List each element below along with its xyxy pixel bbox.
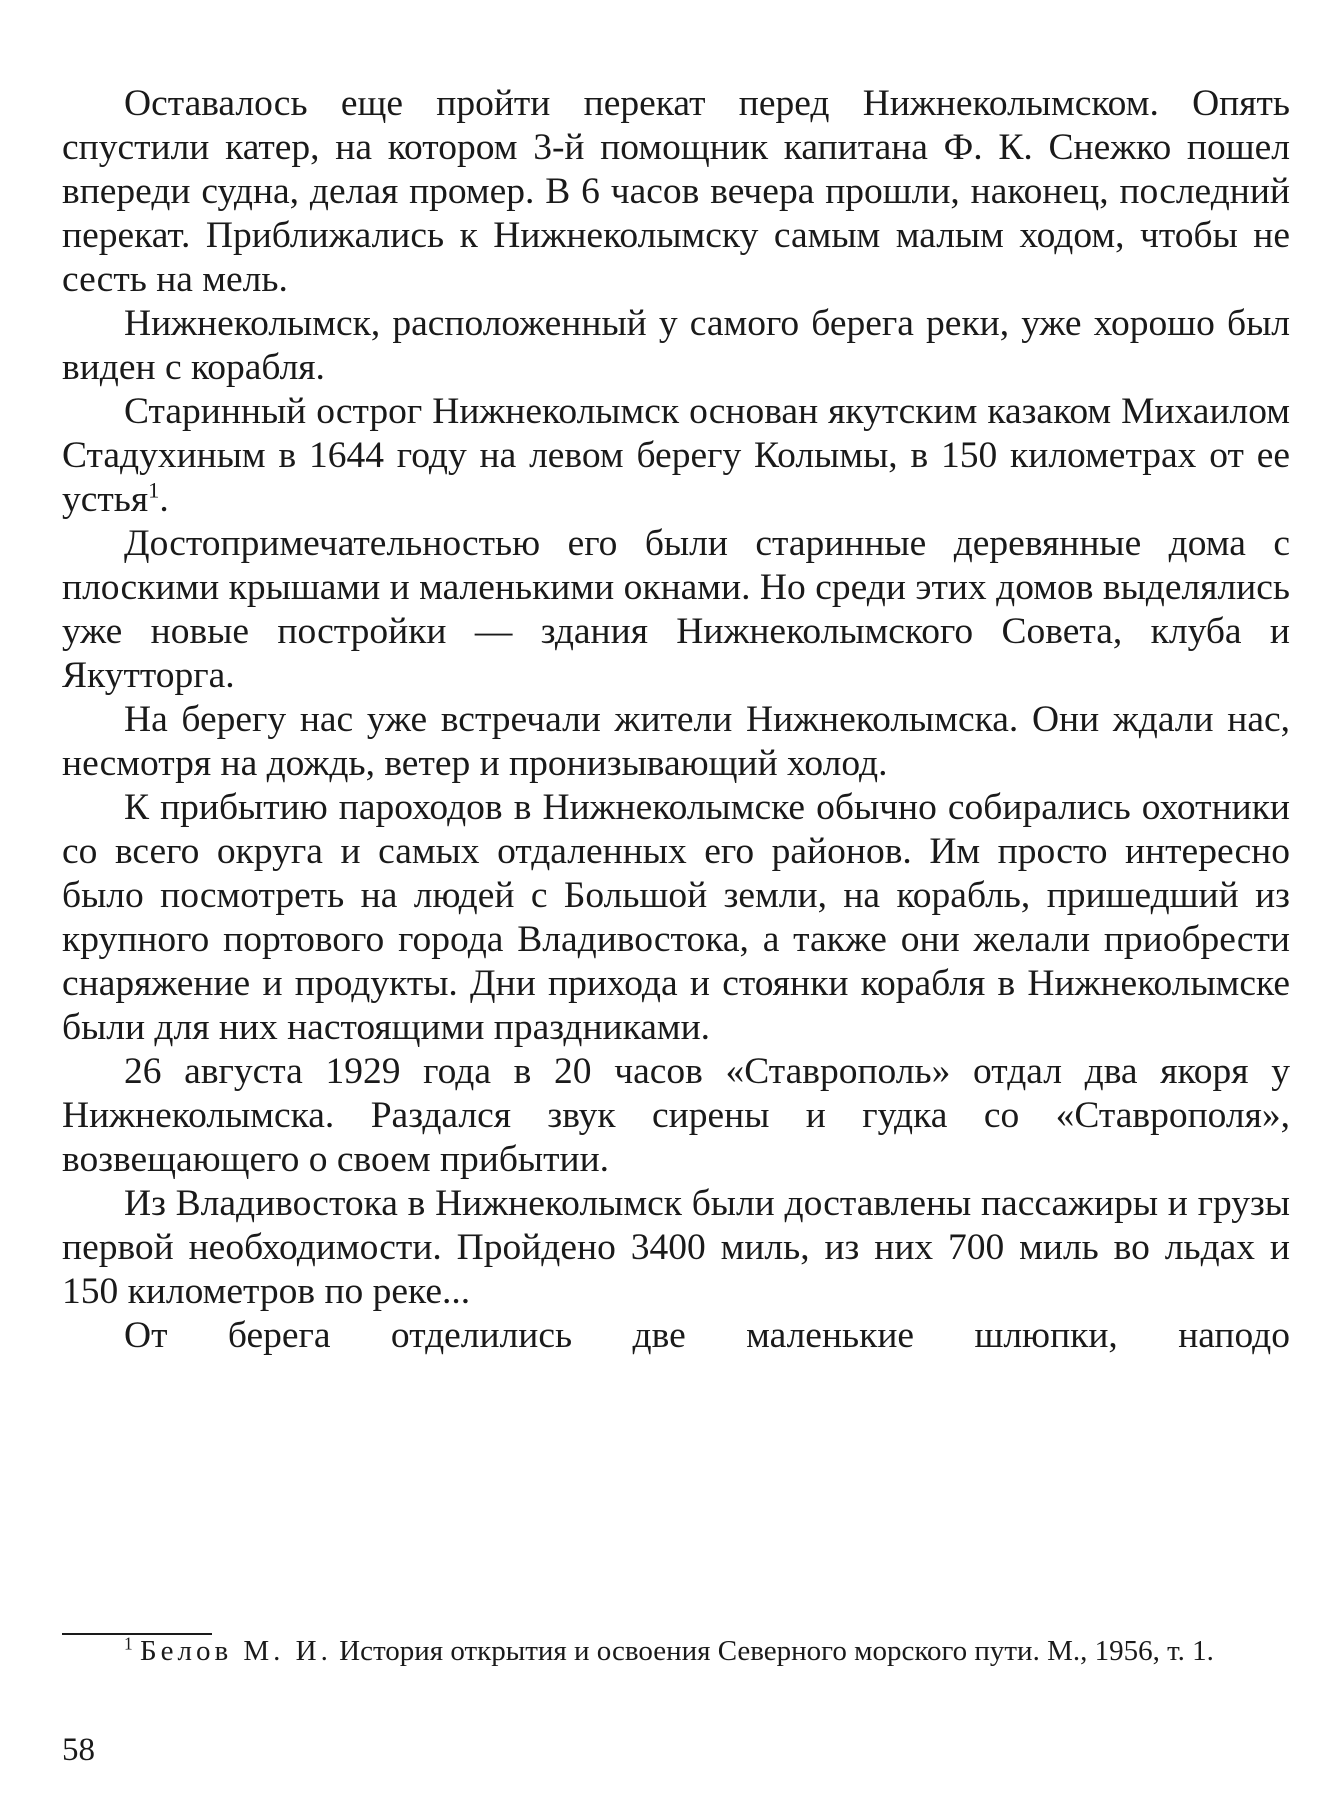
paragraph-3	[62, 390, 1290, 522]
paragraph-2: Нижнеколымск, расположенный у самого берега реки, уже хорошо был виден с корабля.	[62, 303, 1290, 388]
paragraph-3-end: .	[159, 479, 169, 520]
paragraph-3-text: Старинный острог Нижнеколымск основан якутским казаком Михаилом Стадухиным в 1644 году на левом берегу Колымы, в 150 километрах от ее устья	[62, 391, 1290, 520]
footnote-author: Белов М. И.	[139, 1635, 332, 1667]
paragraph-9: От берега отделились две маленькие шлюпки, наподо	[124, 1315, 1290, 1356]
page-number: 58	[62, 1732, 95, 1768]
paragraph-1: Оставалось еще пройти перекат перед Нижнеколымском. Опять спустили катер, на котором 3-й помощник капитана Ф. К. Снежко пошел впереди судна, делая промер. В 6 часов вечера прошли, наконец, последний перекат. Приближались к Нижнеколымску самым малым ходом, чтобы не сесть на мель.	[62, 83, 1290, 300]
footnote-text: История открытия и освоения Северного морского пути. М., 1956, т. 1.	[331, 1635, 1214, 1667]
paragraph-6: К прибытию пароходов в Нижнеколымске обычно собирались охотники со всего округа и самых отдаленных его районов. Им просто интересно было посмотреть на людей с Большой земли, на корабль, пришедший из крупного портового города Владивостока, а также они желали приобрести снаряжение и продукты. Дни прихода и стоянки корабля в Нижнеколымске были для них настоящими праздниками.	[62, 787, 1290, 1048]
paragraph-5: На берегу нас уже встречали жители Нижнеколымска. Они ждали нас, несмотря на дождь, ветер и пронизывающий холод.	[62, 699, 1290, 784]
footnote-reference: 1	[148, 477, 160, 503]
footnote	[62, 1630, 1290, 1672]
paragraph-7: 26 августа 1929 года в 20 часов «Ставрополь» отдал два якоря у Нижнеколымска. Раздался звук сирены и гудка со «Ставрополя», возвещающего о своем прибытии.	[62, 1051, 1290, 1180]
footnote-number: 1	[124, 1633, 133, 1654]
main-text	[62, 82, 1290, 1358]
paragraph-4: Достопримечательностью его были старинные деревянные дома с плоскими крышами и маленькими окнами. Но среди этих домов выделялись уже новые постройки — здания Нижнеколымского Совета, клуба и Якутторга.	[62, 523, 1290, 696]
paragraph-8: Из Владивостока в Нижнеколымск были доставлены пассажиры и грузы первой необходимости. Пройдено 3400 миль, из них 700 миль во льдах и 150 километров по реке...	[62, 1183, 1290, 1312]
